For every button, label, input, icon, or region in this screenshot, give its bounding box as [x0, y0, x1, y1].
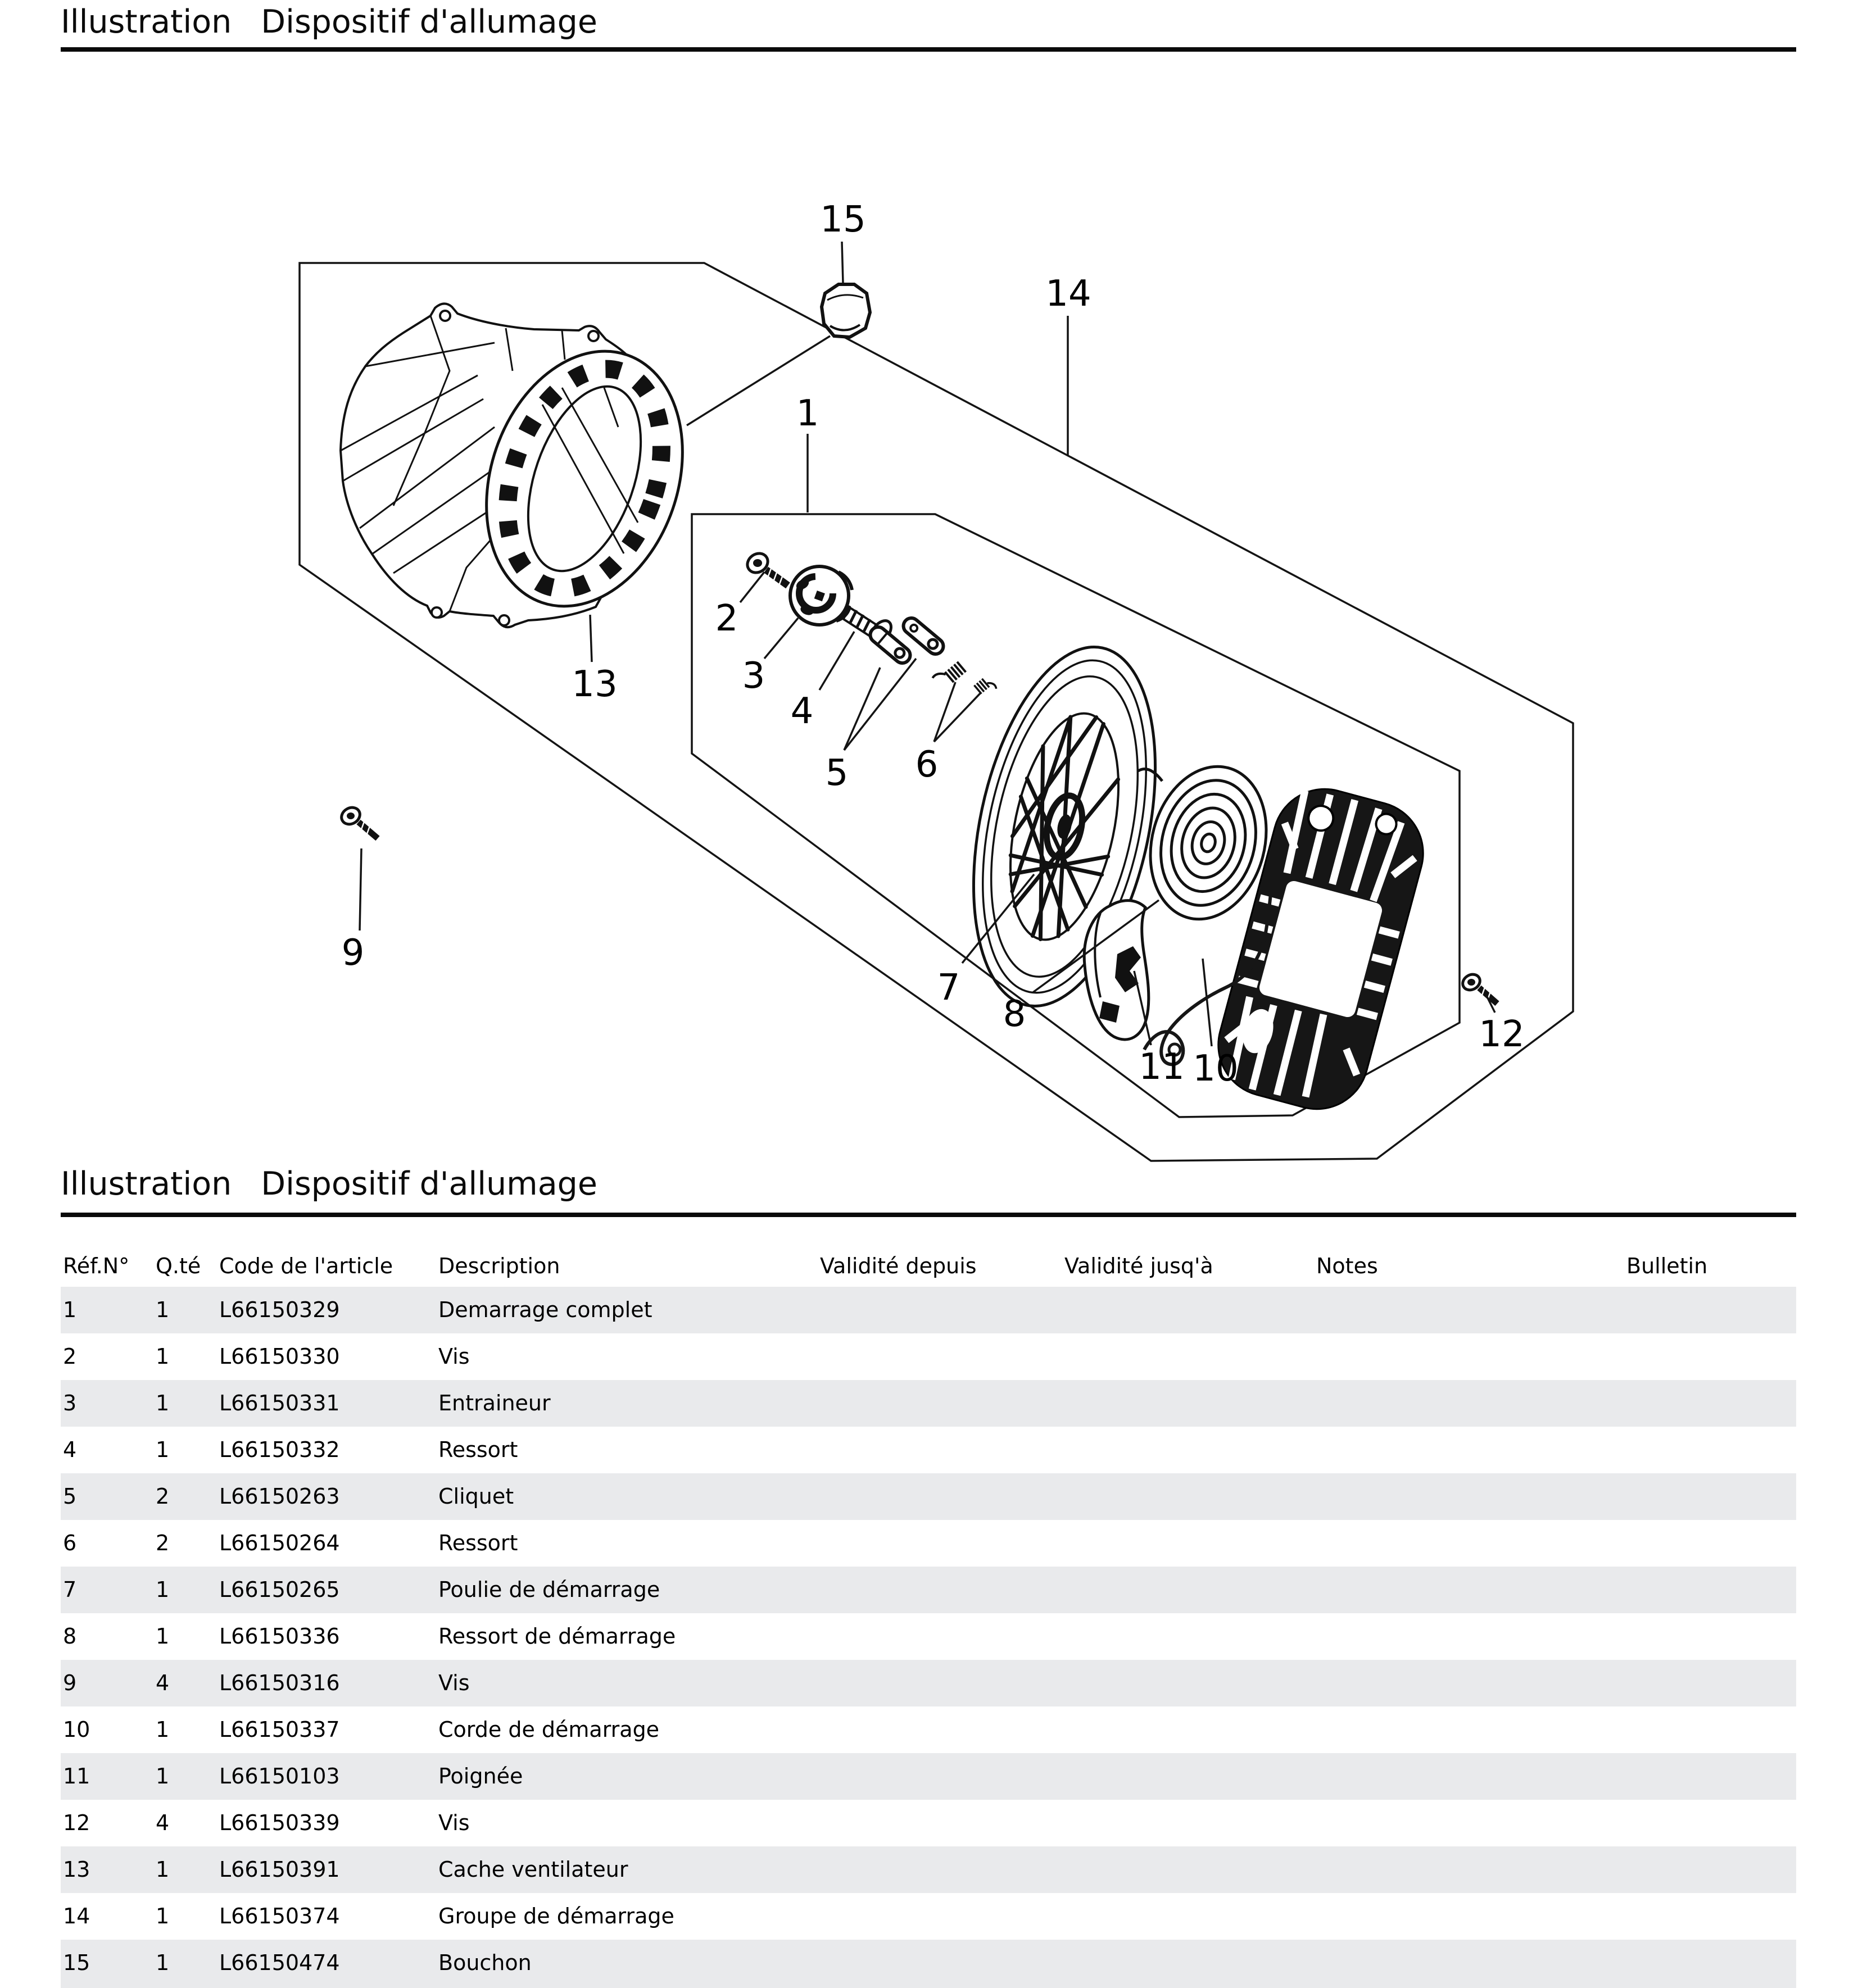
screw-2 [744, 550, 788, 585]
col-header-qty: Q.té [156, 1254, 201, 1278]
starter-housing [1207, 778, 1435, 1121]
cell-desc: Vis [438, 1344, 470, 1369]
col-header-code: Code de l'article [219, 1254, 393, 1278]
cell-ref: 5 [63, 1484, 77, 1509]
cell-ref: 14 [63, 1904, 90, 1928]
cell-ref: 9 [63, 1671, 77, 1695]
table-row [61, 1753, 1796, 1800]
starter-handle-11 [1084, 901, 1149, 1040]
part-label-5: 5 [825, 752, 849, 794]
cell-qty: 1 [156, 1904, 170, 1928]
cell-ref: 11 [63, 1764, 90, 1789]
part-label-10: 10 [1193, 1048, 1239, 1090]
cell-desc: Demarrage complet [438, 1297, 652, 1322]
table-row [61, 1567, 1796, 1613]
cell-qty: 1 [156, 1717, 170, 1742]
part-label-9: 9 [341, 932, 365, 974]
table-row [61, 1846, 1796, 1893]
cell-ref: 8 [63, 1624, 77, 1649]
cell-desc: Entraineur [438, 1391, 551, 1415]
table-row [61, 1940, 1796, 1988]
cell-ref: 12 [63, 1810, 90, 1835]
page-title-name: Dispositif d'allumage [261, 3, 597, 40]
cell-qty: 1 [156, 1297, 170, 1322]
cell-desc: Ressort de démarrage [438, 1624, 676, 1649]
cell-desc: Corde de démarrage [438, 1717, 660, 1742]
col-header-valid-from: Validité depuis [820, 1254, 977, 1278]
cell-ref: 4 [63, 1437, 77, 1462]
part-label-15: 15 [820, 199, 866, 240]
cell-code: L66150391 [219, 1857, 340, 1882]
starter-driver-3 [790, 566, 852, 625]
cell-qty: 4 [156, 1810, 170, 1835]
spring-6a [932, 659, 966, 691]
table-row [61, 1800, 1796, 1846]
part-label-3: 3 [742, 655, 765, 697]
cell-qty: 1 [156, 1624, 170, 1649]
cell-desc: Groupe de démarrage [438, 1904, 674, 1928]
cell-code: L66150103 [219, 1764, 340, 1789]
cell-desc: Bouchon [438, 1950, 532, 1975]
cell-qty: 4 [156, 1671, 170, 1695]
page-title-label: Illustration [61, 3, 232, 40]
part-label-6: 6 [915, 744, 939, 786]
table-row [61, 1706, 1796, 1753]
table-row [61, 1287, 1796, 1333]
cell-code: L66150474 [219, 1950, 340, 1975]
table-row [61, 1427, 1796, 1473]
col-header-ref: Réf.N° [63, 1254, 130, 1278]
cell-desc: Cache ventilateur [438, 1857, 628, 1882]
table-title-rule [61, 1213, 1796, 1217]
part-label-11: 11 [1139, 1046, 1185, 1088]
spiral-spring-hook [1138, 769, 1162, 781]
table-row [61, 1333, 1796, 1380]
col-header-bulletin: Bulletin [1626, 1254, 1708, 1278]
cell-code: L66150374 [219, 1904, 340, 1928]
cell-qty: 1 [156, 1764, 170, 1789]
table-header-row [0, 1249, 1858, 1283]
cell-desc: Poulie de démarrage [438, 1577, 660, 1602]
table-title-name: Dispositif d'allumage [261, 1165, 597, 1202]
table-title [61, 1164, 597, 1204]
cell-qty: 1 [156, 1437, 170, 1462]
cell-code: L66150264 [219, 1531, 340, 1555]
cell-qty: 2 [156, 1531, 170, 1555]
cell-code: L66150329 [219, 1297, 340, 1322]
table-row [61, 1520, 1796, 1567]
cell-qty: 2 [156, 1484, 170, 1509]
starter-pulley-7 [944, 630, 1185, 1023]
cell-code: L66150339 [219, 1810, 340, 1835]
screw-9 [338, 804, 378, 838]
cell-ref: 2 [63, 1344, 77, 1369]
cell-ref: 3 [63, 1391, 77, 1415]
part-label-13: 13 [572, 664, 618, 705]
cell-desc: Ressort [438, 1531, 518, 1555]
cell-ref: 6 [63, 1531, 77, 1555]
cell-desc: Vis [438, 1671, 470, 1695]
cell-desc: Vis [438, 1810, 470, 1835]
table-row [61, 1893, 1796, 1940]
cell-code: L66150332 [219, 1437, 340, 1462]
cell-desc: Cliquet [438, 1484, 514, 1509]
cell-code: L66150263 [219, 1484, 340, 1509]
table-row [61, 1660, 1796, 1706]
cell-qty: 1 [156, 1344, 170, 1369]
part-label-2: 2 [715, 598, 738, 639]
col-header-desc: Description [438, 1254, 560, 1278]
part-label-12: 12 [1479, 1014, 1525, 1055]
part-label-8: 8 [1003, 993, 1026, 1035]
table-row [61, 1613, 1796, 1660]
part-label-1: 1 [796, 393, 819, 434]
cell-code: L66150331 [219, 1391, 340, 1415]
title-separator-2 [232, 1164, 261, 1204]
cell-code: L66150330 [219, 1344, 340, 1369]
part-label-7: 7 [937, 967, 960, 1009]
cell-qty: 1 [156, 1857, 170, 1882]
cell-code: L66150265 [219, 1577, 340, 1602]
cell-code: L66150336 [219, 1624, 340, 1649]
part-label-4: 4 [790, 691, 814, 732]
cell-qty: 1 [156, 1577, 170, 1602]
table-row [61, 1473, 1796, 1520]
cell-desc: Poignée [438, 1764, 523, 1789]
part-label-14: 14 [1045, 273, 1091, 315]
table-row [61, 1380, 1796, 1427]
cell-code: L66150337 [219, 1717, 340, 1742]
cell-ref: 1 [63, 1297, 77, 1322]
cell-ref: 7 [63, 1577, 77, 1602]
cell-qty: 1 [156, 1391, 170, 1415]
fan-cover [341, 303, 715, 633]
cell-ref: 10 [63, 1717, 90, 1742]
screw-12 [1460, 972, 1497, 1004]
cell-code: L66150316 [219, 1671, 340, 1695]
table-title-label: Illustration [61, 1165, 232, 1202]
cell-desc: Ressort [438, 1437, 518, 1462]
col-header-notes: Notes [1316, 1254, 1378, 1278]
cell-qty: 1 [156, 1950, 170, 1975]
col-header-valid-to: Validité jusq'à [1064, 1254, 1213, 1278]
cell-ref: 13 [63, 1857, 90, 1882]
cap-bouchon [822, 284, 870, 337]
cell-ref: 15 [63, 1950, 90, 1975]
